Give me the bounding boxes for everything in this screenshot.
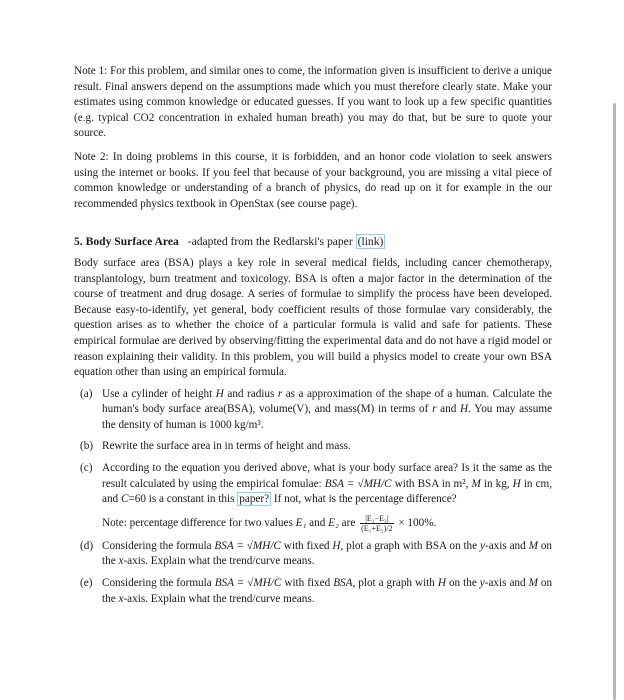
symbol-x: x [118, 592, 124, 605]
part-e-text-7: -axis. Explain what the trend/curve means. [123, 592, 315, 605]
part-d-text-6: -axis. Explain what the trend/curve means. [123, 555, 315, 568]
part-a [74, 387, 552, 434]
part-c-text-5: =60 is a constant in this [128, 493, 235, 506]
part-c-text-2: with BSA in m², [394, 477, 469, 490]
part-d-label: (d) [80, 539, 94, 552]
symbol-m: M [528, 577, 538, 590]
part-d [74, 539, 552, 570]
part-e-label: (e) [80, 577, 93, 590]
symbol-h: H [512, 477, 521, 490]
bsa-formula: BSA = √MH/C [214, 577, 282, 590]
part-a-label: (a) [80, 387, 93, 400]
fraction-denominator: (E₁+E₂)/2 [361, 523, 393, 533]
part-c-text-3: in kg, [483, 477, 510, 490]
part-a-text-5: . You may assume the density of human is 1000 kg/m³. [102, 403, 553, 431]
paper-link-inline[interactable]: paper? [239, 493, 270, 506]
part-b [74, 439, 552, 455]
part-e-text-4: on the [448, 577, 477, 590]
part-e-text-5: -axis and [484, 577, 526, 590]
part-d-text-2: with fixed [283, 539, 330, 552]
symbol-bsa: BSA [333, 577, 353, 590]
part-e-text-1: Considering the formula [102, 577, 212, 590]
symbol-r: r [277, 387, 283, 400]
part-e-text-6: on the [102, 577, 553, 605]
symbol-c: C [120, 493, 129, 506]
part-e [74, 576, 552, 607]
symbol-h: H [215, 387, 224, 400]
percentage-note [102, 514, 552, 533]
part-d-text-4: -axis and [484, 539, 526, 552]
intro-paragraph: Body surface area (BSA) plays a key role in several medical fields, including cancer chemotherapy, transplantology, burn treatment and toxicology. BSA is often a major factor in the determination of the course of treatment and drug dosage. A series of formulae to simplify the process have been developed. Because easy-to-identify, yet general, body coefficient results of those formulae vary considerably, the question arises as to whether the choice of a particular formula is valid and safe for patients. These empirical formulae are derived by observing/fitting the experimental data and do not have a rigid model or reason explaining their validity. In this problem, you will build a physics model to create your own BSA equation other than using an empirical formula. [74, 256, 552, 379]
part-c [74, 461, 552, 533]
part-a-text-1: Use a cylinder of height [102, 387, 213, 400]
part-e-text-2: with fixed [284, 577, 331, 590]
part-a-text-4: and [440, 403, 457, 416]
part-d-text-3: , plot a graph with BSA on the [340, 539, 478, 552]
part-c-text-6: If not, what is the percentage difference? [273, 493, 457, 506]
note-1: Note 1: For this problem, and similar ones to come, the information given is insufficient to derive a unique result. Final answers depend on the assumptions made which you must therefore clearly state. Make your estimates using common knowledge or educated guesses. If you want to look up a few specific quantities (e.g. typical CO2 concentration in exhaled human breath) you may do that, but be sure to quote your source. [74, 65, 552, 140]
section-heading [74, 234, 552, 250]
part-d-text-1: Considering the formula [102, 539, 212, 552]
symbol-m: M [471, 477, 481, 490]
note-text-2: and [309, 516, 326, 529]
symbol-r: r [432, 403, 437, 416]
percentage-fraction [360, 514, 393, 533]
fraction-numerator: |E₁−E₂| [360, 514, 393, 524]
question-parts [74, 387, 552, 608]
symbol-h: H [332, 539, 341, 552]
symbol-m: M [528, 539, 538, 552]
symbol-e2: E₂ [328, 516, 339, 529]
part-d-text-5: on the [102, 539, 553, 568]
bsa-formula: BSA = √MH/C [324, 477, 392, 490]
vertical-scrollbar[interactable] [613, 103, 616, 700]
document-page [74, 64, 552, 613]
symbol-y: y [479, 577, 485, 590]
symbol-y: y [480, 539, 485, 552]
part-c-text-4: in cm, and [102, 477, 553, 506]
part-b-label: (b) [80, 440, 94, 453]
note-text-1: Note: percentage difference for two values [102, 516, 293, 529]
symbol-x: x [118, 555, 124, 568]
part-c-text-1: According to the equation you derived above, what is your body surface area? Is it the same as the result calculated by using the empirical fomulae: [102, 462, 552, 490]
note-2: Note 2: In doing problems in this course, it is forbidden, and an honor code violation to seek answers using the internet or books. If you feel that because of your background, you are missing a vital piece of common knowledge or understanding of a branch of physics, do read up on it for example in the our recommended physics textbook in OpenStax (see course page). [74, 150, 552, 210]
section-title: Body Surface Area [85, 235, 179, 249]
section-number: 5. [74, 235, 83, 249]
part-b-text: Rewrite the surface area in in terms of height and mass. [102, 440, 351, 453]
symbol-h: H [460, 403, 469, 416]
paper-link[interactable]: (link) [357, 235, 384, 249]
part-e-text-3: , plot a graph with [352, 577, 435, 590]
symbol-h: H [437, 577, 446, 590]
part-c-label: (c) [80, 462, 93, 475]
section-subtitle: -adapted from the Redlarski's paper [187, 235, 353, 249]
bsa-formula: BSA = √MH/C [214, 539, 281, 552]
part-a-text-3: as a approximation of the shape of a human. Calculate the human's body surface area(BSA), volume(V), and mass(M) in terms of [102, 387, 553, 416]
part-a-text-2: and radius [227, 387, 275, 400]
note-text-4: × 100%. [398, 516, 437, 529]
symbol-e1: E₁ [295, 516, 307, 529]
note-text-3: are [341, 516, 356, 529]
